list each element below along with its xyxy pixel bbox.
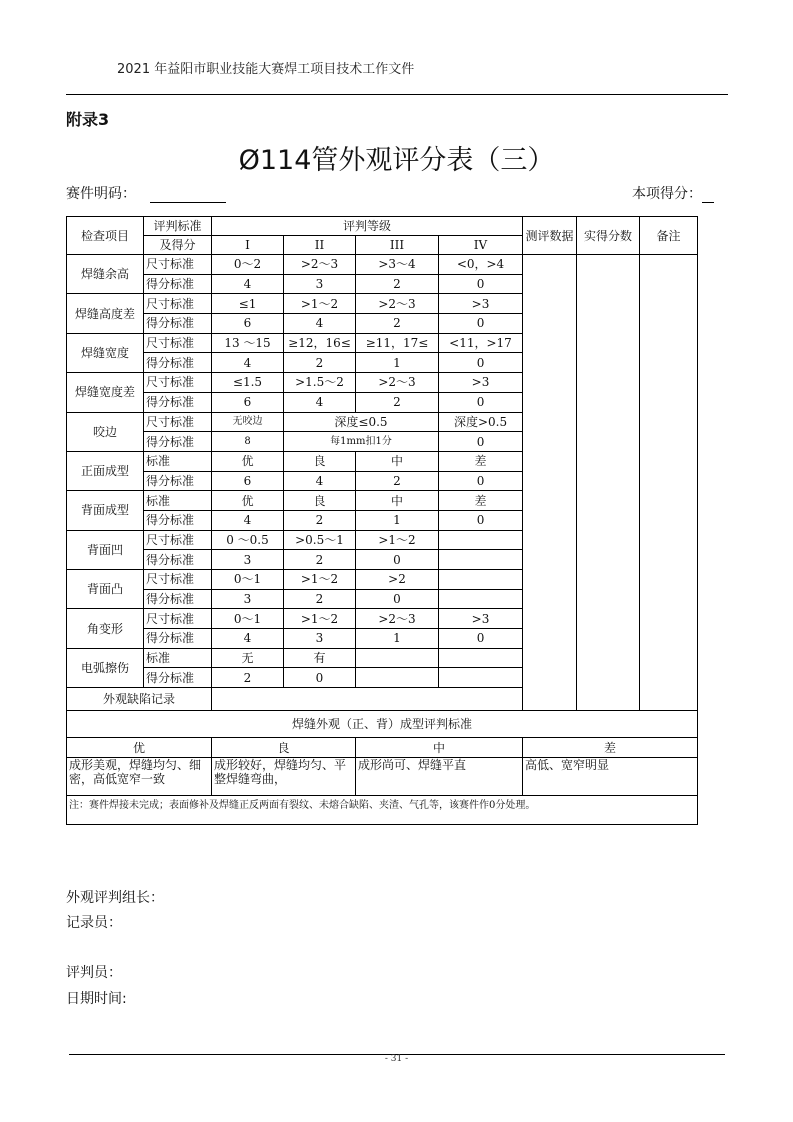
grade-cell: 6 <box>212 314 284 334</box>
grade-cell-merged: 深度≤0.5 <box>284 412 439 432</box>
standard-grade-desc: 成形较好，焊缝均匀、平整焊缝弯曲， <box>212 758 356 796</box>
grade-cell: ≥11，17≤ <box>356 333 439 353</box>
score-table <box>66 216 698 825</box>
grade-ii: II <box>284 236 356 255</box>
header-score: 及得分 <box>144 236 212 255</box>
grade-cell: 中 <box>356 491 439 511</box>
grade-cell: 4 <box>212 510 284 530</box>
grade-cell <box>356 668 439 688</box>
grade-cell <box>439 589 523 609</box>
grade-i: I <box>212 236 284 255</box>
standard-grade-head: 差 <box>523 738 698 758</box>
grade-cell <box>439 648 523 668</box>
criteria-label: 得分标准 <box>144 668 212 688</box>
grade-cell: >2～3 <box>284 255 356 275</box>
grade-cell: 优 <box>212 451 284 471</box>
item-name: 焊缝宽度 <box>67 333 144 372</box>
grade-iv: IV <box>439 236 523 255</box>
item-score-field <box>632 183 714 203</box>
criteria-label: 得分标准 <box>144 432 212 452</box>
grade-cell: 1 <box>356 353 439 373</box>
grade-cell: <0，>4 <box>439 255 523 275</box>
standard-grade-head: 中 <box>356 738 523 758</box>
actual-score-cell[interactable] <box>577 255 640 711</box>
criteria-label: 得分标准 <box>144 550 212 570</box>
grade-cell: 无咬边 <box>212 412 284 432</box>
standard-title: 焊缝外观（正、背）成型评判标准 <box>67 711 698 738</box>
grade-cell: >3 <box>439 373 523 393</box>
grade-cell: >3 <box>439 294 523 314</box>
item-name: 焊缝高度差 <box>67 294 144 333</box>
grade-cell: >2～3 <box>356 609 439 629</box>
item-name: 背面凸 <box>67 570 144 609</box>
serial-code-blank[interactable] <box>150 188 226 203</box>
grade-cell: ≤1.5 <box>212 373 284 393</box>
grade-cell: 差 <box>439 451 523 471</box>
page-number: - 31 - <box>384 1054 409 1064</box>
table-row <box>67 255 698 275</box>
grade-cell: 2 <box>284 589 356 609</box>
criteria-label: 尺寸标准 <box>144 530 212 550</box>
footer-judge: 评判员： <box>66 965 122 981</box>
grade-cell: >0.5～1 <box>284 530 356 550</box>
item-name: 正面成型 <box>67 451 144 490</box>
item-name: 咬边 <box>67 412 144 451</box>
document-header: 2021 年益阳市职业技能大赛焊工项目技术工作文件 <box>117 62 415 77</box>
grade-cell: 1 <box>356 510 439 530</box>
criteria-label: 得分标准 <box>144 510 212 530</box>
remark-cell[interactable] <box>640 255 698 711</box>
grade-cell: 6 <box>212 392 284 412</box>
grade-cell: 0 <box>439 432 523 452</box>
standard-grade-head: 优 <box>67 738 212 758</box>
serial-code-field <box>66 183 226 203</box>
grade-cell: 0 <box>356 550 439 570</box>
grade-cell: <11，>17 <box>439 333 523 353</box>
grade-cell: 良 <box>284 491 356 511</box>
grade-cell: 无 <box>212 648 284 668</box>
grade-cell: 有 <box>284 648 356 668</box>
grade-cell: 2 <box>284 550 356 570</box>
grade-cell: 0～1 <box>212 609 284 629</box>
grade-cell: >1～2 <box>284 294 356 314</box>
grade-cell <box>356 648 439 668</box>
grade-cell: 4 <box>284 392 356 412</box>
item-score-blank[interactable] <box>702 188 714 203</box>
grade-cell: 6 <box>212 471 284 491</box>
criteria-label: 尺寸标准 <box>144 294 212 314</box>
header-measure: 测评数据 <box>523 217 577 255</box>
standard-grade-desc: 成形美观，焊缝均匀、细密，高低宽窄一致 <box>67 758 212 796</box>
grade-cell: >2～3 <box>356 373 439 393</box>
criteria-label: 得分标准 <box>144 274 212 294</box>
grade-cell: >3 <box>439 609 523 629</box>
grade-cell: 深度>0.5 <box>439 412 523 432</box>
grade-cell: 2 <box>212 668 284 688</box>
grade-cell: 4 <box>212 353 284 373</box>
criteria-label: 得分标准 <box>144 471 212 491</box>
criteria-label: 尺寸标准 <box>144 412 212 432</box>
grade-cell: 2 <box>356 392 439 412</box>
criteria-label: 标准 <box>144 648 212 668</box>
grade-cell: >1～2 <box>284 609 356 629</box>
criteria-label: 得分标准 <box>144 392 212 412</box>
grade-cell: 2 <box>356 274 439 294</box>
criteria-label: 得分标准 <box>144 589 212 609</box>
grade-cell: 4 <box>212 629 284 649</box>
item-name: 焊缝余高 <box>67 255 144 294</box>
serial-code-label: 赛件明码： <box>66 186 136 202</box>
grade-cell: >1.5～2 <box>284 373 356 393</box>
criteria-label: 标准 <box>144 491 212 511</box>
header-item: 检查项目 <box>67 217 144 255</box>
grade-cell-merged: 每1mm扣1分 <box>284 432 439 452</box>
grade-cell: >1～2 <box>284 570 356 590</box>
header-remark: 备注 <box>640 217 698 255</box>
grade-cell: 3 <box>212 589 284 609</box>
criteria-label: 标准 <box>144 451 212 471</box>
criteria-label: 尺寸标准 <box>144 333 212 353</box>
grade-cell: >3～4 <box>356 255 439 275</box>
criteria-label: 尺寸标准 <box>144 255 212 275</box>
header-criteria: 评判标准 <box>144 217 212 236</box>
page-title: Ø114管外观评分表（三） <box>238 145 555 176</box>
grade-cell <box>439 550 523 570</box>
criteria-label: 得分标准 <box>144 353 212 373</box>
grade-cell: >2 <box>356 570 439 590</box>
item-name: 电弧擦伤 <box>67 648 144 687</box>
grade-cell: 3 <box>284 629 356 649</box>
grade-cell: 2 <box>284 510 356 530</box>
standard-grade-head: 良 <box>212 738 356 758</box>
item-name: 焊缝宽度差 <box>67 373 144 412</box>
criteria-label: 得分标准 <box>144 314 212 334</box>
grade-cell: 0 <box>439 274 523 294</box>
table-note: 注：赛件焊接未完成；表面修补及焊缝正反两面有裂纹、未熔合缺陷、夹渣、气孔等，该赛件作0分处理。 <box>67 796 698 825</box>
grade-cell: 13 ～15 <box>212 333 284 353</box>
grade-cell: 0 <box>439 471 523 491</box>
item-name: 背面凹 <box>67 530 144 569</box>
grade-cell: 1 <box>356 629 439 649</box>
grade-cell: 优 <box>212 491 284 511</box>
criteria-label: 尺寸标准 <box>144 609 212 629</box>
footer-recorder: 记录员： <box>66 915 122 931</box>
grade-cell: 4 <box>284 314 356 334</box>
grade-cell: 中 <box>356 451 439 471</box>
footer-leader: 外观评判组长： <box>66 890 164 906</box>
grade-cell <box>439 530 523 550</box>
grade-cell: 2 <box>356 314 439 334</box>
grade-cell: ≥12，16≤ <box>284 333 356 353</box>
criteria-label: 尺寸标准 <box>144 570 212 590</box>
grade-cell: 良 <box>284 451 356 471</box>
grade-cell: 4 <box>284 471 356 491</box>
grade-cell: 3 <box>284 274 356 294</box>
header-grade: 评判等级 <box>212 217 523 236</box>
grade-cell: ≤1 <box>212 294 284 314</box>
grade-cell: 0～2 <box>212 255 284 275</box>
item-score-label: 本项得分： <box>632 186 702 202</box>
grade-cell: 3 <box>212 550 284 570</box>
grade-cell: 4 <box>212 274 284 294</box>
grade-cell: >2～3 <box>356 294 439 314</box>
grade-cell: 0 <box>284 668 356 688</box>
grade-cell: 0 <box>439 392 523 412</box>
grade-iii: III <box>356 236 439 255</box>
grade-cell: 0～1 <box>212 570 284 590</box>
header-rule <box>66 94 728 95</box>
grade-cell: 2 <box>356 471 439 491</box>
grade-cell <box>439 570 523 590</box>
defect-record-label: 外观缺陷记录 <box>67 688 212 711</box>
grade-cell: 2 <box>284 353 356 373</box>
grade-cell: 差 <box>439 491 523 511</box>
grade-cell: 0 <box>439 510 523 530</box>
criteria-label: 得分标准 <box>144 629 212 649</box>
standard-grade-desc: 成形尚可、焊缝平直 <box>356 758 523 796</box>
footer-date: 日期时间: <box>66 991 127 1007</box>
appendix-label: 附录3 <box>66 110 110 129</box>
grade-cell: 0 <box>439 629 523 649</box>
measure-data-cell[interactable] <box>523 255 577 711</box>
standard-grade-desc: 高低、宽窄明显 <box>523 758 698 796</box>
item-name: 背面成型 <box>67 491 144 530</box>
defect-record-cell[interactable] <box>212 688 523 711</box>
grade-cell: 0 ～0.5 <box>212 530 284 550</box>
grade-cell: 0 <box>439 314 523 334</box>
grade-cell: 0 <box>439 353 523 373</box>
header-actual: 实得分数 <box>577 217 640 255</box>
grade-cell: >1～2 <box>356 530 439 550</box>
item-name: 角变形 <box>67 609 144 648</box>
criteria-label: 尺寸标准 <box>144 373 212 393</box>
grade-cell: 8 <box>212 432 284 452</box>
grade-cell <box>439 668 523 688</box>
grade-cell: 0 <box>356 589 439 609</box>
